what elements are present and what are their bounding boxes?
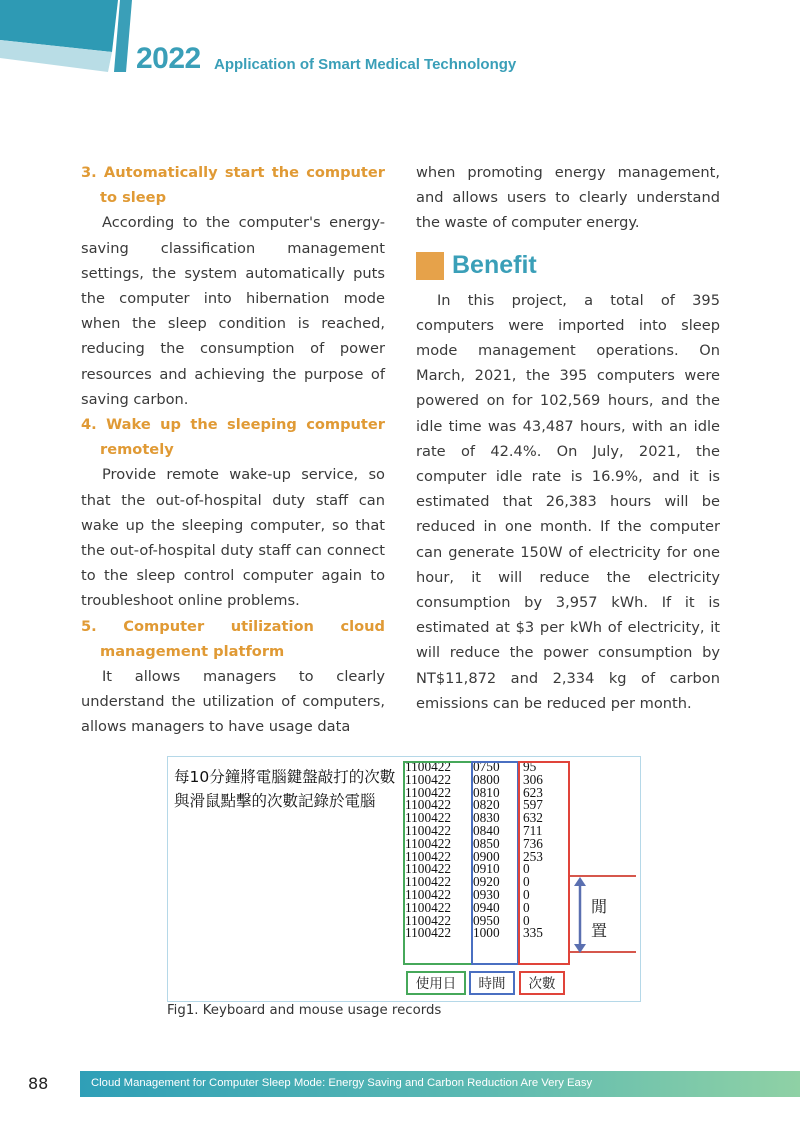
continuation-text: when promoting energy management, and allows users to clearly understand the waste of computer energy. [416, 164, 720, 232]
count-cell: 711 [523, 822, 543, 838]
time-cell: 0800 [473, 771, 500, 787]
date-cell: 1100422 [405, 874, 452, 890]
legend-date: 使用日 [406, 971, 466, 995]
benefit-body: In this project, a total of 395 computers were imported into sleep mode management operations. On March, 2021, the 395 computers were powered on for 102,569 hours, and the idle time was 43,487 hours, with an idle rate of 42.4%. On July, 2021, the computer idle rate is 16.9%, and it is estimated that 26,383 hours will be reduced in one month. If the computer can generate 150W of electricity for one hour, it will reduce the electricity consumption by 3,957 kWh. If it is estimated at $3 per kWh of electricity, it will reduce the power consumption by NT$11,872 and 2,334 kg of carbon emissions can be reduced per month. [416, 291, 720, 712]
double-arrow-icon [572, 877, 588, 953]
date-cell: 1100422 [405, 784, 452, 800]
header-year: 2022 [136, 42, 201, 75]
count-cell: 0 [523, 861, 530, 877]
date-cell: 1100422 [405, 886, 452, 902]
footer-title: Cloud Management for Computer Sleep Mode: Energy Saving and Carbon Reduction Are Very Easy [91, 1077, 593, 1089]
count-cell: 597 [523, 797, 543, 813]
date-cell: 1100422 [405, 771, 452, 787]
count-cell: 623 [523, 784, 543, 800]
time-cell: 0900 [473, 848, 500, 864]
count-cell: 632 [523, 810, 543, 826]
time-cell: 0750 [473, 759, 500, 774]
benefit-heading-row [416, 246, 720, 286]
benefit-heading: Benefit [452, 251, 537, 279]
count-cell: 0 [523, 912, 530, 928]
count-cell: 335 [523, 925, 543, 941]
count-cell: 95 [523, 759, 537, 774]
legend-count: 次數 [519, 971, 565, 995]
count-cell: 0 [523, 886, 530, 902]
count-cell: 736 [523, 835, 543, 851]
time-cell: 0820 [473, 797, 500, 813]
date-cell: 1100422 [405, 861, 452, 877]
date-cell: 1100422 [405, 912, 452, 928]
idle-label: 閒置 [591, 897, 608, 940]
time-cell: 0910 [473, 861, 500, 877]
right-column [416, 160, 720, 716]
time-cell: 1000 [473, 925, 500, 941]
time-cell: 0920 [473, 874, 500, 890]
time-cell: 0940 [473, 899, 500, 915]
time-cell: 0930 [473, 886, 500, 902]
header-decoration [0, 0, 140, 80]
section-4-heading: 4. Wake up the sleeping computer remotely [81, 416, 385, 459]
section-4-body: Provide remote wake-up service, so that the out-of-hospital duty staff can wake up the sleeping computer, so that the out-of-hospital duty staff can connect to the sleep control computer again to troubleshoot online problems. [81, 466, 385, 610]
header-subtitle: Application of Smart Medical Technolongy [214, 56, 517, 73]
date-cell: 1100422 [405, 810, 452, 826]
date-cell: 1100422 [405, 899, 452, 915]
date-cell: 1100422 [405, 925, 452, 941]
figure-usage-records [167, 756, 641, 1002]
count-cell: 306 [523, 771, 543, 787]
date-cell: 1100422 [405, 797, 452, 813]
left-column [81, 160, 385, 740]
count-cell: 0 [523, 899, 530, 915]
date-cell: 1100422 [405, 822, 452, 838]
benefit-square-icon [416, 252, 444, 280]
time-cell: 0840 [473, 822, 500, 838]
time-column-box [471, 761, 519, 965]
count-cell: 0 [523, 874, 530, 890]
section-3-heading: 3. Automatically start the computer to sleep [81, 164, 385, 207]
legend-time: 時間 [469, 971, 515, 995]
section-5-body: It allows managers to clearly understand the utilization of computers, allows managers to have usage data [81, 668, 385, 736]
time-cell: 0850 [473, 835, 500, 851]
time-cell: 0830 [473, 810, 500, 826]
figure-description: 每10分鐘將電腦鍵盤敲打的次數與滑鼠點擊的次數記錄於電腦 [174, 768, 396, 810]
figure-caption: Fig1. Keyboard and mouse usage records [167, 1003, 442, 1018]
page-number: 88 [28, 1074, 49, 1093]
date-column-box [403, 761, 473, 965]
date-cell: 1100422 [405, 835, 452, 851]
count-column-box [518, 761, 570, 965]
section-3-body: According to the computer's energy-saving classification management settings, the system automatically puts the computer into hibernation mode when the sleep condition is reached, reducing the consumption of power resources and achieving the purpose of saving carbon. [81, 214, 385, 408]
count-cell: 253 [523, 848, 543, 864]
time-cell: 0950 [473, 912, 500, 928]
time-cell: 0810 [473, 784, 500, 800]
section-5-heading: 5. Computer utilization cloud management platform [81, 617, 385, 660]
date-cell: 1100422 [405, 848, 452, 864]
date-cell: 1100422 [405, 759, 452, 774]
